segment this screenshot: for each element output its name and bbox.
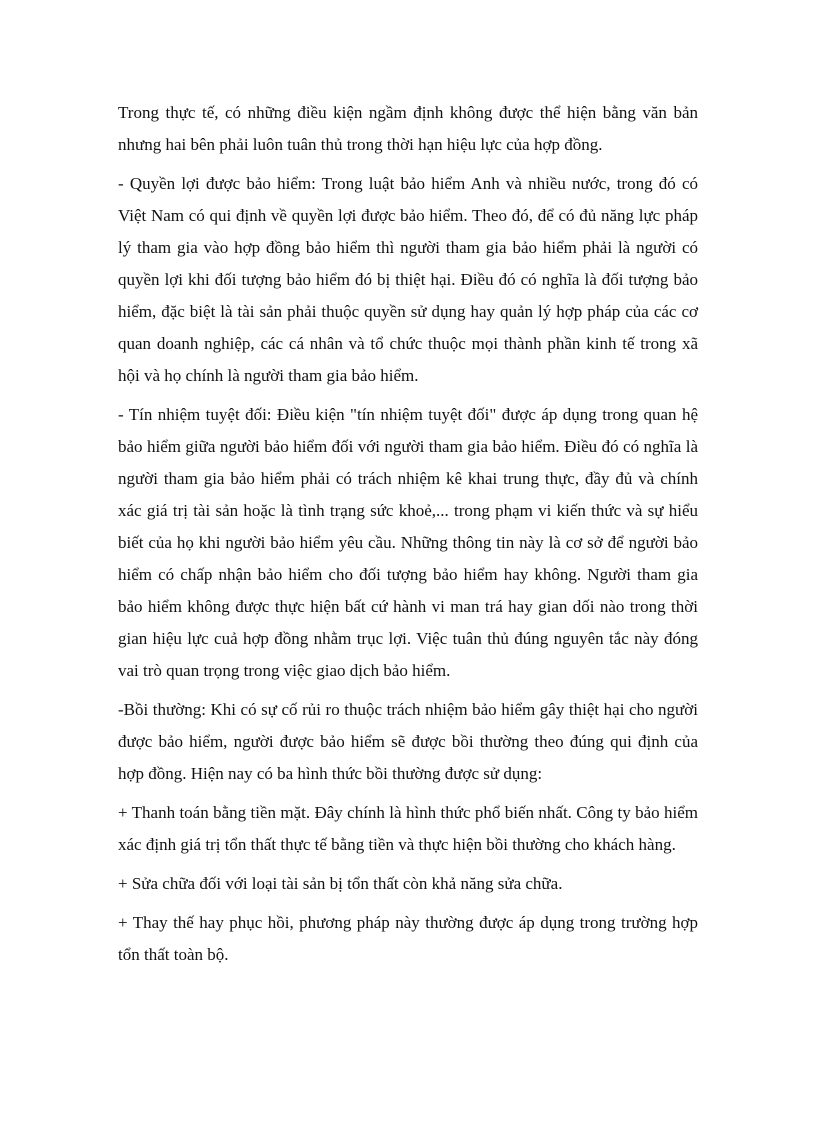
paragraph-replacement: + Thay thế hay phục hồi, phương pháp này thường được áp dụng trong trường hợp tổn thất toàn bộ. — [118, 913, 698, 964]
paragraph-cash-payment: + Thanh toán bằng tiền mặt. Đây chính là hình thức phổ biến nhất. Công ty bảo hiểm xác định giá trị tổn thất thực tế bằng tiền và thực hiện bồi thường cho khách hàng. — [118, 803, 698, 854]
paragraph-repair: + Sửa chữa đối với loại tài sản bị tổn thất còn khả năng sửa chữa. — [118, 874, 563, 893]
paragraph-utmost-good-faith: - Tín nhiệm tuyệt đối: Điều kiện "tín nhiệm tuyệt đối" được áp dụng trong quan hệ bảo hiểm giữa người bảo hiểm đối với người tham gia bảo hiểm. Điều đó có nghĩa là người tham gia bảo hiểm phải có trách nhiệm kê khai trung thực, đầy đủ và chính xác giá trị tài sản hoặc là tình trạng sức khoẻ,... trong phạm vi kiến thức và sự hiểu biết của họ khi người bảo hiểm yêu cầu. Những thông tin này là cơ sở để người bảo hiểm có chấp nhận bảo hiểm cho đối tượng bảo hiểm hay không. Người tham gia bảo hiểm không được thực hiện bất cứ hành vi man trá hay gian dối nào trong thời gian hiệu lực cuả hợp đồng nhằm trục lợi. Việc tuân thủ đúng nguyên tắc này đóng vai trò quan trọng trong việc giao dịch bảo hiểm. — [118, 405, 698, 680]
paragraph-implied-conditions: Trong thực tế, có những điều kiện ngầm định không được thể hiện bằng văn bản nhưng hai bên phải luôn tuân thủ trong thời hạn hiệu lực của hợp đồng. — [118, 103, 698, 154]
paragraph-indemnity: -Bồi thường: Khi có sự cố rủi ro thuộc trách nhiệm bảo hiểm gây thiệt hại cho người được bảo hiểm, người được bảo hiểm sẽ được bồi thường theo đúng qui định của hợp đồng. Hiện nay có ba hình thức bồi thường được sử dụng: — [118, 700, 698, 783]
paragraph-insurable-interest: - Quyền lợi được bảo hiểm: Trong luật bảo hiểm Anh và nhiều nước, trong đó có Việt Nam có qui định về quyền lợi được bảo hiểm. Theo đó, để có đủ năng lực pháp lý tham gia vào hợp đồng bảo hiểm thì người tham gia bảo hiểm phải là người có quyền lợi khi đối tượng bảo hiểm đó bị thiệt hại. Điều đó có nghĩa là đối tượng bảo hiểm, đặc biệt là tài sản phải thuộc quyền sử dụng hay quản lý hợp pháp của các cơ quan doanh nghiệp, các cá nhân và tổ chức thuộc mọi thành phần kinh tế trong xã hội và họ chính là người tham gia bảo hiểm. — [118, 174, 698, 385]
document-body — [118, 97, 698, 978]
